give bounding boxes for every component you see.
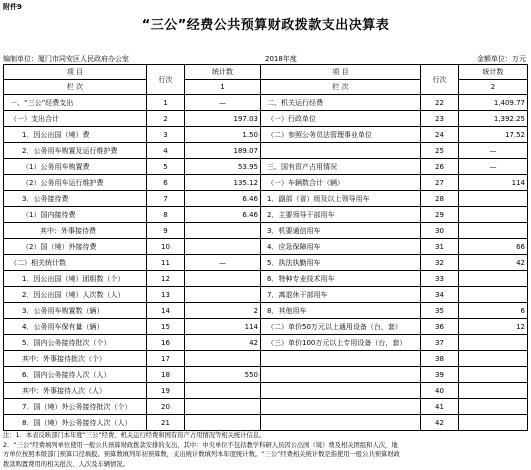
right-row-number: 33 [421,271,459,287]
table-row [4,127,528,143]
right-row-number: 25 [421,143,459,159]
left-row-number: 10 [147,239,185,255]
table-row [4,335,528,351]
table-row [4,383,528,399]
header-col2: 2 [459,80,528,95]
header-row-no: 行次 [147,65,185,95]
header-row-no-right: 行次 [421,65,459,95]
budget-table [3,64,528,431]
page-title: “三公”经费公共预算财政拨款支出决算表 [141,18,390,33]
right-row-number: 30 [421,223,459,239]
right-item-label [261,351,421,367]
right-item-label [261,143,421,159]
right-stat-value: 6 [459,303,528,319]
right-row-number: 35 [421,303,459,319]
table-row [4,191,528,207]
left-item-label: （2）公务用车运行维护费 [4,175,147,191]
left-item-label: 4．公务用车保有量（辆） [4,319,147,335]
left-item-label: 1．因公出国（境）费 [4,127,147,143]
left-row-number: 16 [147,335,185,351]
left-item-label: 1．因公出国（境）团组数（个） [4,271,147,287]
left-item-label: 3．公务用车购置数（辆） [4,303,147,319]
left-item-label: （1）国内接待费 [4,207,147,223]
right-item-label: （二）参照公务员法管理事业单位 [261,127,421,143]
left-row-number: 17 [147,351,185,367]
left-stat-value [185,223,261,239]
table-row [4,415,528,431]
table-row [4,143,528,159]
left-stat-value: 1.50 [185,127,261,143]
right-row-number: 31 [421,239,459,255]
right-stat-value [459,271,528,287]
right-stat-value [459,367,528,383]
right-item-label [261,399,421,415]
left-row-number: 6 [147,175,185,191]
table-row [4,255,528,271]
header-row [4,65,528,80]
right-item-label: 7．离退休干部用车 [261,287,421,303]
attachment-label: 附件9 [3,3,22,11]
right-item-label: 6．特种专业技术用车 [261,271,421,287]
right-row-number: 39 [421,367,459,383]
right-row-number: 42 [421,415,459,431]
note-line: 2．“三公”经费填列单位使用一般公共预算财政拨款安排的支出，其中：中央单位不包括教学科研人员因公出国（境）费及相关团组和人次，地 [3,441,398,449]
left-stat-value: 53.95 [185,159,261,175]
table-row [4,351,528,367]
right-row-number: 34 [421,287,459,303]
right-item-label: 8．其他用车 [261,303,421,319]
left-row-number: 9 [147,223,185,239]
left-stat-value: — [185,255,261,271]
right-stat-value: 12 [459,319,528,335]
right-item-label: （二）单价50万元以上通用设备（台，套） [261,319,421,335]
header-column: 栏 次 [4,80,147,95]
report-year: 2018年度 [265,55,297,63]
right-stat-value [459,383,528,399]
left-stat-value: 42 [185,335,261,351]
right-stat-value [459,191,528,207]
left-row-number: 18 [147,367,185,383]
left-stat-value [185,239,261,255]
right-item-label: （三）单价100万元以上专用设备（台，套） [261,335,421,351]
left-row-number: 4 [147,143,185,159]
table-row [4,271,528,287]
table-row [4,303,528,319]
left-item-label: （一）支出合计 [4,111,147,127]
table-row [4,287,528,303]
right-stat-value [459,223,528,239]
table-row [4,223,528,239]
table-row [4,95,528,111]
right-row-number: 29 [421,207,459,223]
left-stat-value: 114 [185,319,261,335]
right-stat-value: 66 [459,239,528,255]
left-row-number: 13 [147,287,185,303]
right-row-number: 27 [421,175,459,191]
right-item-label [261,367,421,383]
left-row-number: 7 [147,191,185,207]
left-row-number: 3 [147,127,185,143]
left-stat-value: 6.46 [185,207,261,223]
left-item-label: 其中：外事接待人次（人） [4,383,147,399]
left-item-label: 8．国（境）外公务接待人次（人） [4,415,147,431]
right-stat-value [459,335,528,351]
right-stat-value [459,351,528,367]
left-row-number: 8 [147,207,185,223]
left-row-number: 15 [147,319,185,335]
right-row-number: 38 [421,351,459,367]
right-item-label: 3．机要通信用车 [261,223,421,239]
left-item-label: （1）公务用车购置费 [4,159,147,175]
table-row [4,159,528,175]
amount-unit: 金额单位：万元 [477,55,526,63]
right-item-label: 2．主要领导干部用车 [261,207,421,223]
right-row-number: 40 [421,383,459,399]
compiling-unit: 编制单位：厦门市同安区人民政府办公室 [3,55,129,63]
right-row-number: 24 [421,127,459,143]
right-stat-value: 114 [459,175,528,191]
left-stat-value [185,399,261,415]
right-row-number: 23 [421,111,459,127]
table-row [4,239,528,255]
left-item-label: 其中：外事接待批次（个） [4,351,147,367]
right-stat-value [459,207,528,223]
right-item-label: 二、机关运行经费 [261,95,421,111]
right-row-number: 32 [421,255,459,271]
table-row [4,319,528,335]
left-stat-value [185,351,261,367]
right-item-label [261,415,421,431]
table-row [4,367,528,383]
left-item-label: 3．公务接待费 [4,191,147,207]
right-item-label: 4．应急保障用车 [261,239,421,255]
left-item-label: 6．国内公务接待人次（人） [4,367,147,383]
left-stat-value [185,383,261,399]
left-stat-value [185,271,261,287]
right-stat-value: — [459,159,528,175]
header-col1: 1 [185,80,261,95]
left-item-label: 2．公务用车购置及运行维护费 [4,143,147,159]
left-row-number: 5 [147,159,185,175]
left-item-label: （二）相关统计数 [4,255,147,271]
left-stat-value: — [185,95,261,111]
left-row-number: 20 [147,399,185,415]
left-item-label: 2．因公出国（境）人次数（人） [4,287,147,303]
left-item-label: 一、“三公”经费支出 [4,95,147,111]
table-row [4,175,528,191]
header-column-right: 栏 次 [261,80,421,95]
right-item-label: 三、国有资产占用情况 [261,159,421,175]
left-row-number: 21 [147,415,185,431]
header-stat: 统计数 [185,65,261,80]
table-row [4,207,528,223]
right-row-number: 36 [421,319,459,335]
right-row-number: 22 [421,95,459,111]
note-line: 方单位按照本级部门预算口径填报。预算数填列年初预算数，支出统计数填列本年度统计数。“三公”经费相关统计数是指使用一般公共预算财政 [3,451,400,459]
note-line: 拨款购置费用的相关批次、人次及车辆情况。 [3,460,129,468]
left-item-label: 5．国内公务接待批次（个） [4,335,147,351]
left-item-label: 7．国（境）外公务接待批次（个） [4,399,147,415]
left-stat-value: 189.07 [185,143,261,159]
left-stat-value: 550 [185,367,261,383]
left-row-number: 14 [147,303,185,319]
right-row-number: 41 [421,399,459,415]
left-item-label: （2）国（境）外接待费 [4,239,147,255]
right-item-label [261,383,421,399]
right-item-label: （一）行政单位 [261,111,421,127]
right-stat-value [459,415,528,431]
header-item-right: 项 目 [261,65,421,80]
right-stat-value: 1,409.77 [459,95,528,111]
right-stat-value [459,399,528,415]
right-stat-value: 17.52 [459,127,528,143]
header-item: 项 目 [4,65,147,80]
table-row [4,399,528,415]
right-row-number: 37 [421,335,459,351]
right-item-label: 1．副部（省）级及以上领导用车 [261,191,421,207]
right-stat-value: — [459,143,528,159]
left-row-number: 1 [147,95,185,111]
footnotes [3,431,527,469]
left-stat-value: 2 [185,303,261,319]
right-stat-value [459,287,528,303]
right-item-label: （一）车辆数合计（辆） [261,175,421,191]
right-row-number: 28 [421,191,459,207]
right-row-number: 26 [421,159,459,175]
left-row-number: 2 [147,111,185,127]
left-stat-value: 6.46 [185,191,261,207]
left-row-number: 12 [147,271,185,287]
left-stat-value: 197.03 [185,111,261,127]
right-stat-value: 1,392.25 [459,111,528,127]
note-line: 注：1．本表反映部门本年度“三公”经费、机关运行经费和国有资产占用情况等相关统计信息。 [3,432,266,439]
right-stat-value: 42 [459,255,528,271]
left-stat-value [185,287,261,303]
left-row-number: 11 [147,255,185,271]
left-stat-value: 135.12 [185,175,261,191]
left-stat-value [185,415,261,431]
right-item-label: 5．执法执勤用车 [261,255,421,271]
table-row [4,111,528,127]
header-stat-right: 统计数 [459,65,528,80]
left-item-label: 其中：外事接待费 [4,223,147,239]
left-row-number: 19 [147,383,185,399]
